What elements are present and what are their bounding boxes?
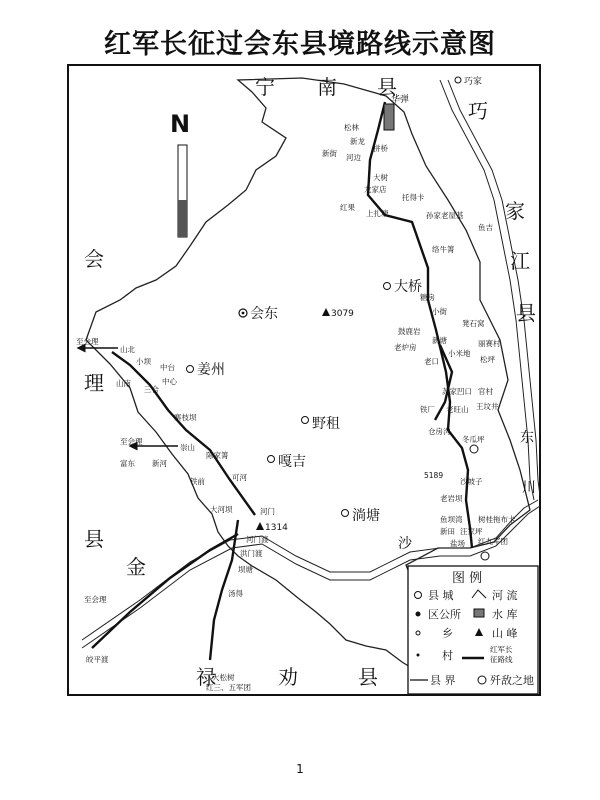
village-sunjiamu: 孙家老屋基 [426, 211, 464, 220]
town-gaji-icon [268, 456, 275, 463]
town-tangtang-label: 淌塘 [352, 508, 380, 524]
peak-1314-icon [256, 522, 264, 530]
village-guancun: 官村 [478, 387, 493, 396]
river-jin-label: 金 [126, 555, 146, 579]
village-xiaoba: 小坝 [136, 357, 151, 366]
neighbor-huili-1: 会 [84, 247, 104, 271]
neighbor-ningnan-1: 宁 [255, 75, 275, 99]
town-gaji-label: 嘎吉 [278, 454, 306, 470]
district-legend-icon [416, 612, 421, 617]
neighbor-ningnan-2: 南 [317, 75, 337, 99]
legend-boundary: 县 界 [430, 674, 456, 687]
legend-township: 乡 [442, 627, 453, 640]
village-tangde: 汤得 [228, 589, 243, 598]
peak-1314-label: 1314 [265, 523, 288, 533]
legend-reservoir: 水 库 [492, 608, 518, 621]
neighbor-luquan-2: 劝 [278, 665, 298, 689]
legend-box [408, 566, 538, 694]
legend-district: 区公所 [428, 608, 461, 621]
village-wangdashan: 王坟井 [476, 402, 499, 411]
village-shanbei: 山北 [120, 345, 135, 354]
village-chenjiaqing: 陈家箐 [206, 451, 229, 460]
village-wangjiaping: 汪家坪 [460, 527, 483, 536]
north-label: N [170, 110, 191, 138]
village-kuishiwo: 凳石窝 [462, 319, 485, 328]
village-dasongshu: 大松树 [212, 673, 235, 682]
village-lifeng: 丽赛村 [478, 339, 501, 348]
legend-title: 图 例 [452, 571, 483, 586]
village-xiaojie: 小街 [432, 307, 447, 316]
village-cangfanggou: 仓房沟 [428, 427, 451, 436]
village-xiaomidi: 小米地 [448, 349, 471, 358]
village-dashu: 大树 [373, 173, 388, 182]
village-shawozi: 沙坡子 [460, 477, 483, 486]
peak-3079-icon [322, 308, 330, 316]
county-seat-label: 会东 [250, 306, 278, 322]
town-jiangzhou-icon [187, 366, 194, 373]
village-fudong: 富东 [120, 459, 135, 468]
battle-site-icon-1 [481, 552, 489, 560]
neighbor-qiaojia-2: 家 [505, 199, 525, 223]
legend-route-2: 征路线 [490, 655, 513, 664]
legend-battle: 歼敌之地 [490, 674, 534, 687]
village-hongmendu: 洪门渡 [240, 549, 263, 558]
page-title: 红军长征过会东县境路线示意图 [104, 29, 496, 60]
village-xinlong: 新龙 [350, 137, 365, 146]
town-daqiao-icon [384, 283, 391, 290]
village-xintang: 新塘 [432, 336, 447, 345]
village-songlin: 松林 [344, 123, 359, 132]
reservoir-icon [384, 104, 394, 130]
village-yuji: 鱼吉 [478, 223, 493, 232]
neighbor-qiaojia-1: 巧 [468, 99, 488, 123]
village-xinhe: 新河 [152, 459, 167, 468]
village-zhonghe: 中台 [160, 363, 175, 372]
village-laolufang: 老炉房 [394, 343, 417, 352]
arrow-to-huili-2: 至会理 [120, 437, 143, 446]
village-tieqian: 铁前 [190, 477, 205, 486]
village-pengchang: 盐场 [450, 539, 465, 548]
village-longjiadian: 龙家店 [364, 185, 387, 194]
neighbor-huili-xian: 县 [84, 527, 104, 551]
village-xintianba: 新田 [440, 527, 455, 536]
legend-route-1: 红军长 [490, 645, 513, 654]
village-laowangshan: 老旺山 [446, 405, 469, 414]
legend-village: 村 [442, 649, 453, 662]
village-tiechang: 铁厂 [420, 405, 435, 414]
peak-3079-label: 3079 [331, 309, 354, 319]
village-jinluyan: 鼓鹿岩 [398, 327, 421, 336]
village-shannan: 山南 [116, 379, 131, 388]
neighbor-ningnan-3: 县 [377, 75, 397, 99]
legend-river: 河 流 [492, 589, 518, 602]
town-yezu-label: 野租 [312, 416, 340, 432]
page-number: 1 [296, 762, 304, 776]
village-kehe: 可河 [232, 473, 247, 482]
village-dahaba: 大河坝 [210, 505, 233, 514]
qiaojia-town-label: 巧家 [464, 77, 483, 87]
village-jiaopingdu: 皎平渡 [86, 655, 109, 664]
river-sha-label: 沙 [398, 536, 412, 552]
town-yezu-icon [302, 417, 309, 424]
village-shangzhatang: 上扎塘 [366, 209, 389, 218]
village-dazhaiba: 寨枝坝 [174, 413, 197, 422]
arrow-to-huili-1: 至会理 [76, 337, 99, 346]
village-zhenshan: 崇山 [180, 443, 195, 452]
village-hongsanwu: 红三、五军团 [206, 683, 251, 692]
village-hebian: 河边 [346, 153, 361, 162]
qiaojia-town-icon [455, 77, 461, 83]
village-legend-icon [417, 654, 420, 657]
village-hongguo: 红果 [340, 203, 355, 212]
legend-peak: 山 峰 [492, 627, 518, 640]
battle-site-icon-2 [470, 445, 478, 453]
village-tuodeka: 托得卡 [402, 193, 425, 202]
village-dongguaping: 冬瓜坪 [462, 435, 485, 444]
village-xinjie: 新街 [322, 149, 337, 158]
village-sanhe: 三合 [144, 385, 159, 394]
town-jiangzhou-label: 姜州 [197, 362, 225, 378]
village-laoding: 老口 [424, 357, 439, 366]
village-hemendu: 河门渡 [246, 535, 269, 544]
village-hemen: 河门 [260, 507, 275, 516]
arrow-to-huili-3: 至会理 [84, 595, 107, 604]
village-laoyanjiao: 老岩坝 [440, 494, 463, 503]
neighbor-dongchuan-2: 川 [522, 480, 536, 496]
village-pingtang: 坝塘 [238, 565, 253, 574]
village-hongjiujuntuan: 红九军团 [478, 537, 508, 546]
neighbor-qiaojia-3: 江 [510, 249, 530, 273]
reservoir-legend-icon [474, 609, 484, 617]
village-songping: 松坪 [480, 355, 495, 364]
north-bar-shade [178, 200, 187, 237]
village-huadan: 华弹 [391, 95, 410, 105]
village-yujiaobao: 鱼坝湾 [440, 515, 463, 524]
neighbor-luquan-1: 禄 [196, 665, 216, 689]
village-qiaoqiao: 拼桥 [373, 144, 388, 153]
village-tiaoguajiu: 树桂拖布卡 [478, 515, 516, 524]
peak-5189-label: 5189 [424, 471, 444, 480]
village-sujialaokou: 苏家凹口 [442, 387, 472, 396]
town-tangtang-icon [342, 510, 349, 517]
neighbor-huili-2: 理 [84, 371, 104, 395]
village-tangfang: 糖房 [420, 293, 435, 302]
village-zhongxin: 中心 [162, 377, 177, 386]
village-jiyuqing: 络牛箐 [432, 245, 455, 254]
legend-county-seat: 县 城 [428, 589, 454, 602]
town-daqiao-label: 大桥 [394, 279, 422, 295]
neighbor-qiaojia-4: 县 [516, 301, 536, 325]
neighbor-dongchuan-1: 东 [520, 430, 534, 446]
neighbor-luquan-3: 县 [358, 665, 378, 689]
